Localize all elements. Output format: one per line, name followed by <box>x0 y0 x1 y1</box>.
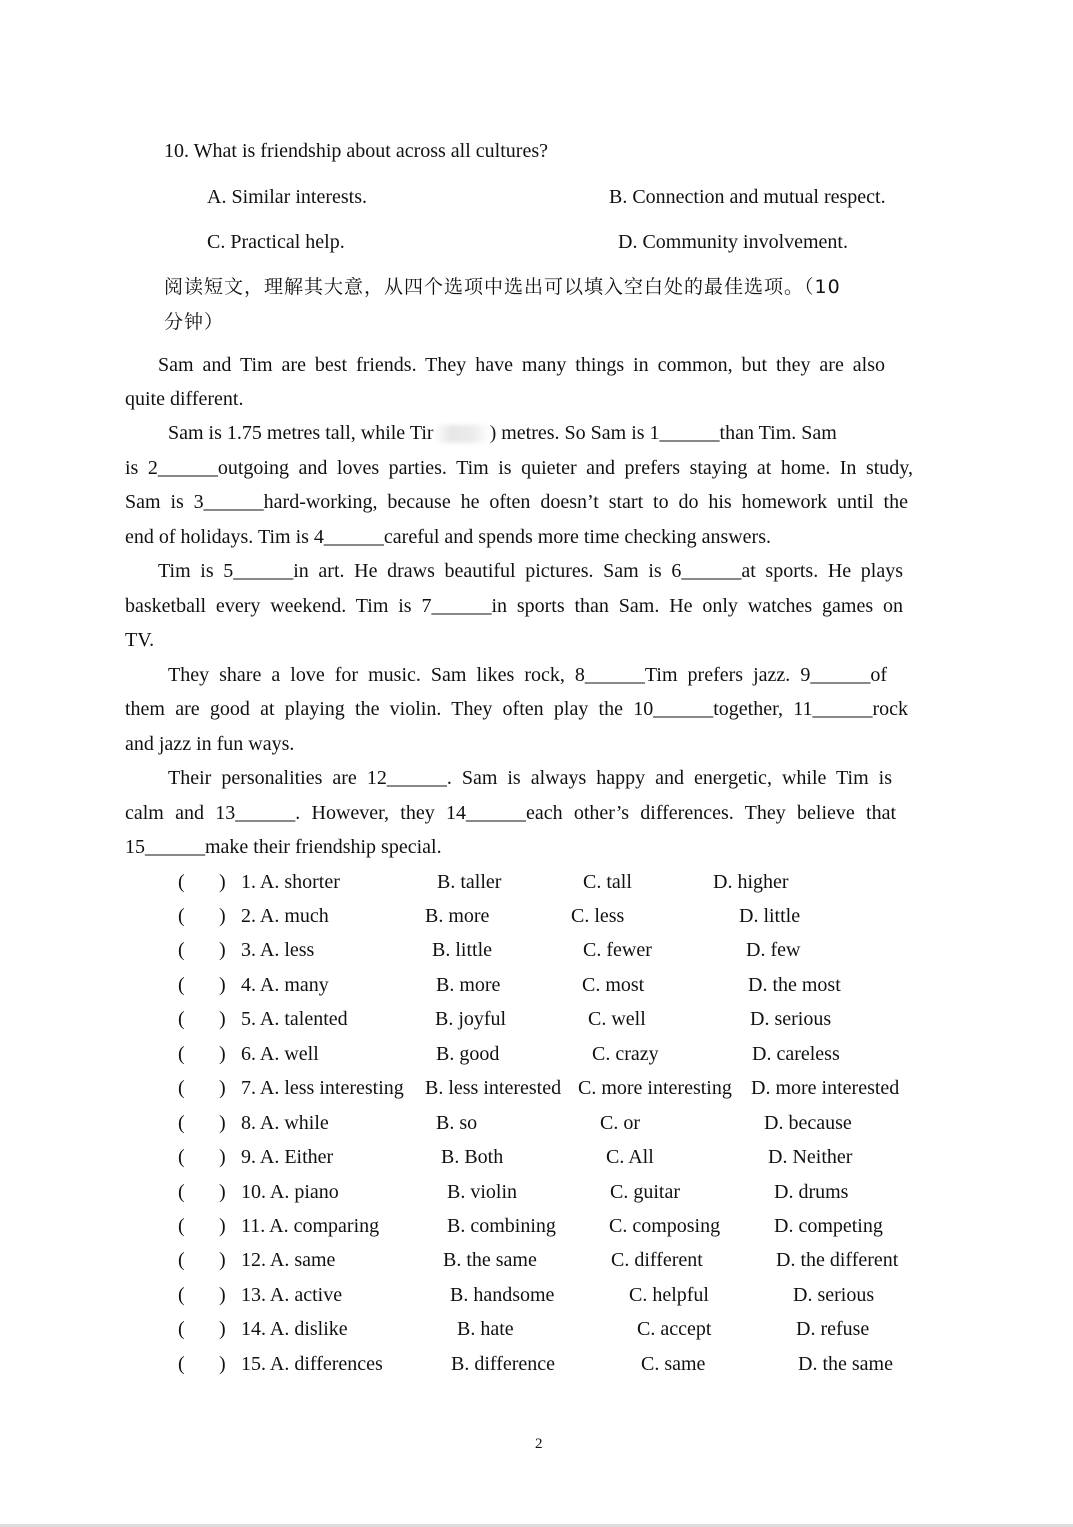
option-a: 14. A. dislike <box>241 1318 348 1340</box>
answer-paren-open[interactable]: ( <box>178 1284 185 1306</box>
passage-line: and jazz in fun ways. <box>125 733 295 755</box>
option-c: C. fewer <box>583 939 652 961</box>
section-instruction-cont: 分钟） <box>164 311 225 333</box>
passage-line: quite different. <box>125 388 244 410</box>
section-instruction: 阅读短文，理解其大意，从四个选项中选出可以填入空白处的最佳选项。（10 <box>164 276 841 298</box>
answer-paren-open[interactable]: ( <box>178 1181 185 1203</box>
option-b: B. the same <box>443 1249 537 1271</box>
option-b: B. Both <box>441 1146 504 1168</box>
option-b: B. taller <box>437 871 502 893</box>
answer-paren-close: ) <box>219 1318 226 1340</box>
answer-paren-open[interactable]: ( <box>178 1215 185 1237</box>
answer-paren-open[interactable]: ( <box>178 1112 185 1134</box>
option-a: 15. A. differences <box>241 1353 383 1375</box>
option-d: D. drums <box>774 1181 849 1203</box>
option-d: D. higher <box>713 871 789 893</box>
option-a: 5. A. talented <box>241 1008 348 1030</box>
answer-paren-open[interactable]: ( <box>178 1318 185 1340</box>
passage-line: Tim is 5______in art. He draws beautiful pictures. Sam is 6______at sports. He plays <box>158 560 903 582</box>
passage-line: Sam is 3______hard-working, because he often doesn’t start to do his homework until the <box>125 491 908 513</box>
passage-line: basketball every weekend. Tim is 7______in sports than Sam. He only watches games on <box>125 595 903 617</box>
option-b: B. hate <box>457 1318 514 1340</box>
page-number: 2 <box>535 1436 543 1452</box>
answer-paren-close: ) <box>219 1181 226 1203</box>
passage-line: calm and 13______. However, they 14______each other’s differences. They believe that <box>125 802 896 824</box>
option-d: D. competing <box>774 1215 883 1237</box>
answer-paren-open[interactable]: ( <box>178 1077 185 1099</box>
answer-paren-close: ) <box>219 939 226 961</box>
option-a: 13. A. active <box>241 1284 343 1306</box>
option-d: D. Neither <box>768 1146 853 1168</box>
option-c: C. well <box>588 1008 646 1030</box>
answer-paren-close: ) <box>219 1008 226 1030</box>
option-c: C. or <box>600 1112 640 1134</box>
option-c: C. same <box>641 1353 706 1375</box>
answer-paren-close: ) <box>219 1043 226 1065</box>
option-d: D. the same <box>798 1353 893 1375</box>
answer-paren-close: ) <box>219 1215 226 1237</box>
option-a: 7. A. less interesting <box>241 1077 404 1099</box>
option-a: 6. A. well <box>241 1043 319 1065</box>
question-10-stem: 10. What is friendship about across all cultures? <box>164 140 548 162</box>
answer-paren-close: ) <box>219 1077 226 1099</box>
passage-line: Their personalities are 12______. Sam is always happy and energetic, while Tim is <box>168 767 892 789</box>
option-a: 8. A. while <box>241 1112 329 1134</box>
option-c: C. guitar <box>610 1181 680 1203</box>
blurred-region <box>434 425 490 443</box>
option-c: C. helpful <box>629 1284 709 1306</box>
option-b: B. more <box>425 905 490 927</box>
answer-paren-close: ) <box>219 974 226 996</box>
option-b: B. difference <box>451 1353 556 1375</box>
passage-line: 15______make their friendship special. <box>125 836 442 858</box>
option-d: D. because <box>764 1112 852 1134</box>
option-c: C. less <box>571 905 625 927</box>
option-a: 2. A. much <box>241 905 329 927</box>
option-a: 4. A. many <box>241 974 329 996</box>
answer-paren-close: ) <box>219 905 226 927</box>
passage-line: TV. <box>125 629 155 651</box>
answer-paren-open[interactable]: ( <box>178 1249 185 1271</box>
answer-paren-open[interactable]: ( <box>178 1008 185 1030</box>
option-a: 9. A. Either <box>241 1146 334 1168</box>
answer-paren-close: ) <box>219 1112 226 1134</box>
option-b: B. little <box>432 939 492 961</box>
question-10-option-d: D. Community involvement. <box>618 231 848 253</box>
passage-line: them are good at playing the violin. They often play the 10______together, 11______rock <box>125 698 908 720</box>
option-b: B. more <box>436 974 501 996</box>
option-d: D. serious <box>793 1284 875 1306</box>
option-a: 11. A. comparing <box>241 1215 380 1237</box>
passage-text: ) metres. So Sam is 1______than Tim. Sam <box>489 422 837 444</box>
answer-paren-open[interactable]: ( <box>178 974 185 996</box>
passage-line: They share a love for music. Sam likes rock, 8______Tim prefers jazz. 9______of <box>168 664 887 686</box>
option-b: B. combining <box>447 1215 556 1237</box>
option-c: C. different <box>611 1249 703 1271</box>
question-10-option-a: A. Similar interests. <box>207 186 367 208</box>
option-a: 1. A. shorter <box>241 871 340 893</box>
option-c: C. tall <box>583 871 632 893</box>
option-c: C. crazy <box>592 1043 659 1065</box>
answer-paren-open[interactable]: ( <box>178 1146 185 1168</box>
option-d: D. serious <box>750 1008 832 1030</box>
option-c: C. composing <box>609 1215 721 1237</box>
answer-paren-close: ) <box>219 1353 226 1375</box>
option-a: 12. A. same <box>241 1249 336 1271</box>
answer-paren-open[interactable]: ( <box>178 1043 185 1065</box>
option-d: D. refuse <box>796 1318 870 1340</box>
option-b: B. good <box>436 1043 500 1065</box>
option-d: D. careless <box>752 1043 840 1065</box>
option-d: D. few <box>746 939 801 961</box>
question-10-option-b: B. Connection and mutual respect. <box>609 186 886 208</box>
passage-text: Sam is 1.75 metres tall, while Tir <box>168 422 434 444</box>
option-d: D. more interested <box>751 1077 900 1099</box>
answer-paren-open[interactable]: ( <box>178 871 185 893</box>
option-b: B. so <box>436 1112 478 1134</box>
option-c: C. All <box>606 1146 654 1168</box>
answer-paren-close: ) <box>219 1284 226 1306</box>
option-b: B. violin <box>447 1181 518 1203</box>
passage-line: end of holidays. Tim is 4______careful and spends more time checking answers. <box>125 526 771 548</box>
option-a: 10. A. piano <box>241 1181 339 1203</box>
question-10-option-c: C. Practical help. <box>207 231 345 253</box>
answer-paren-close: ) <box>219 1249 226 1271</box>
option-a: 3. A. less <box>241 939 315 961</box>
passage-line: is 2______outgoing and loves parties. Tim is quieter and prefers staying at home. In study, <box>125 457 913 479</box>
option-d: D. the different <box>776 1249 899 1271</box>
answer-paren-open[interactable]: ( <box>178 1353 185 1375</box>
answer-paren-open[interactable]: ( <box>178 939 185 961</box>
option-c: C. more interesting <box>578 1077 732 1099</box>
option-c: C. most <box>582 974 645 996</box>
option-b: B. handsome <box>450 1284 555 1306</box>
option-b: B. less interested <box>425 1077 562 1099</box>
option-b: B. joyful <box>435 1008 507 1030</box>
answer-paren-open[interactable]: ( <box>178 905 185 927</box>
passage-line: Sam and Tim are best friends. They have many things in common, but they are also <box>158 354 885 376</box>
option-d: D. little <box>739 905 801 927</box>
passage-line <box>168 421 837 445</box>
option-d: D. the most <box>748 974 841 996</box>
option-c: C. accept <box>637 1318 712 1340</box>
answer-paren-close: ) <box>219 871 226 893</box>
answer-paren-close: ) <box>219 1146 226 1168</box>
